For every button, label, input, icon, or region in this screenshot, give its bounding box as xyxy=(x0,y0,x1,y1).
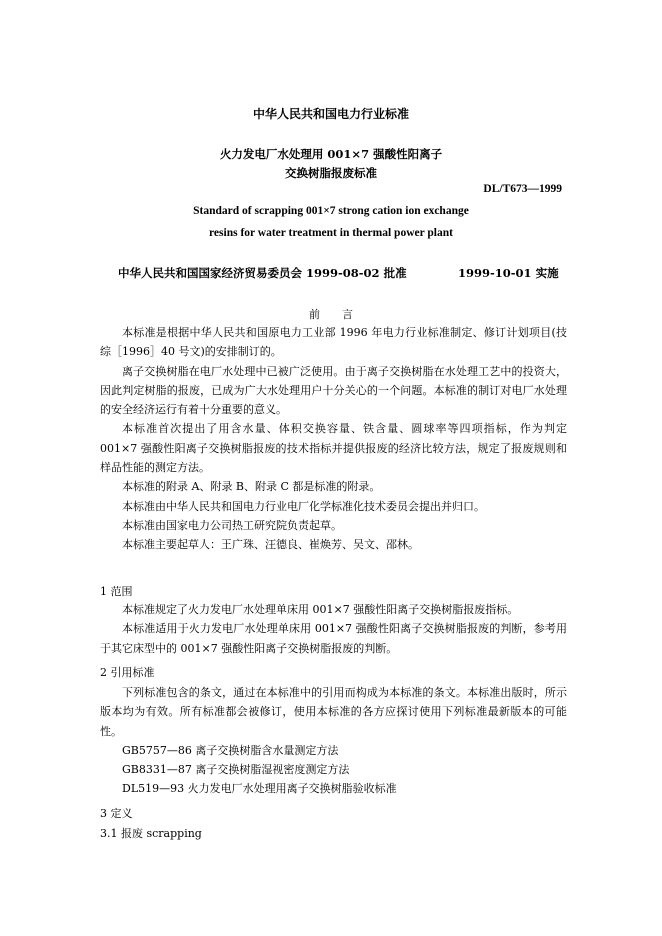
approval-line: 中华人民共和国国家经济贸易委员会 1999-08-02 批准 xyxy=(118,266,407,280)
section-paragraph: 本标准规定了火力发电厂水处理单床用 001×7 强酸性阳离子交换树脂报废指标。 xyxy=(122,603,519,616)
standard-title-line2: 交换树脂报废标准 xyxy=(285,166,377,180)
reference-item: DL519—93 火力发电厂水处理用离子交换树脂验收标准 xyxy=(122,782,397,796)
section-2-heading: 2 引用标准 xyxy=(100,666,155,679)
foreword-heading: 前 言 xyxy=(309,308,353,321)
foreword-paragraph: 离子交换树脂在电厂水处理中已被广泛使用。由于离子交换树脂在水处理工艺中的投资大， 因此判定树脂的报废，已成为广大水处理用户十分关心的一个问题。本标准的制订对电厂水处理的安全经济运行有着十分重要的意义。 xyxy=(100,364,567,417)
reference-item: GB8331—87 离子交换树脂湿视密度测定方法 xyxy=(122,763,350,777)
reference-item: GB5757—86 离子交换树脂含水量测定方法 xyxy=(122,743,339,757)
foreword-paragraph: 本标准由中华人民共和国电力行业电厂化学标准化技术委员会提出并归口。 xyxy=(122,499,485,513)
foreword-body xyxy=(100,323,567,555)
english-title-line2: resins for water treatment in thermal power plant xyxy=(209,227,453,239)
implementation-date: 1999-10-01 实施 xyxy=(458,266,559,280)
section-1-body xyxy=(100,600,567,658)
standard-org-title: 中华人民共和国电力行业标准 xyxy=(252,107,409,121)
standard-code: DL/T673—1999 xyxy=(483,183,562,195)
standard-title-line1: 火力发电厂水处理用 001×7 强酸性阳离子 xyxy=(219,147,443,161)
foreword-paragraph: 本标准的附录 A、附录 B、附录 C 都是标准的附录。 xyxy=(122,480,381,494)
foreword-paragraph: 本标准首次提出了用含水量、体积交换容量、铁含量、圆球率等四项指标，作为判定 001×7 强酸性阳离子交换树脂报废的技术指标并提供报废的经济比较方法，规定了报废规则和样品性能的测定方法。 xyxy=(100,422,567,475)
section-3-1-item: 3.1 报废 scrapping xyxy=(100,827,202,840)
section-1-heading: 1 范围 xyxy=(100,585,133,598)
foreword-paragraph: 本标准主要起草人：王广珠、汪德良、崔焕芳、吴文、邵林。 xyxy=(122,538,419,552)
section-2-body xyxy=(100,683,567,799)
english-title-line1: Standard of scrapping 001×7 strong cation ion exchange xyxy=(193,205,469,217)
foreword-paragraph: 本标准由国家电力公司热工研究院负责起草。 xyxy=(122,518,342,532)
section-3-heading: 3 定义 xyxy=(100,807,133,820)
section-paragraph: 本标准适用于火力发电厂水处理单床用 001×7 强酸性阳离子交换树脂报废的判断，参考用于其它床型中的 001×7 强酸性阳离子交换树脂报废的判断。 xyxy=(100,622,567,655)
foreword-paragraph: 本标准是根据中华人民共和国原电力工业部 1996 年电力行业标准制定、修订计划项目(技综［1996］40 号文)的安排制订的。 xyxy=(100,326,567,359)
section-paragraph: 下列标准包含的条文，通过在本标准中的引用而构成为本标准的条文。本标准出版时，所示版本均为有效。所有标准都会被修订，使用本标准的各方应探讨使用下列标准最新版本的可能性。 xyxy=(100,686,567,738)
